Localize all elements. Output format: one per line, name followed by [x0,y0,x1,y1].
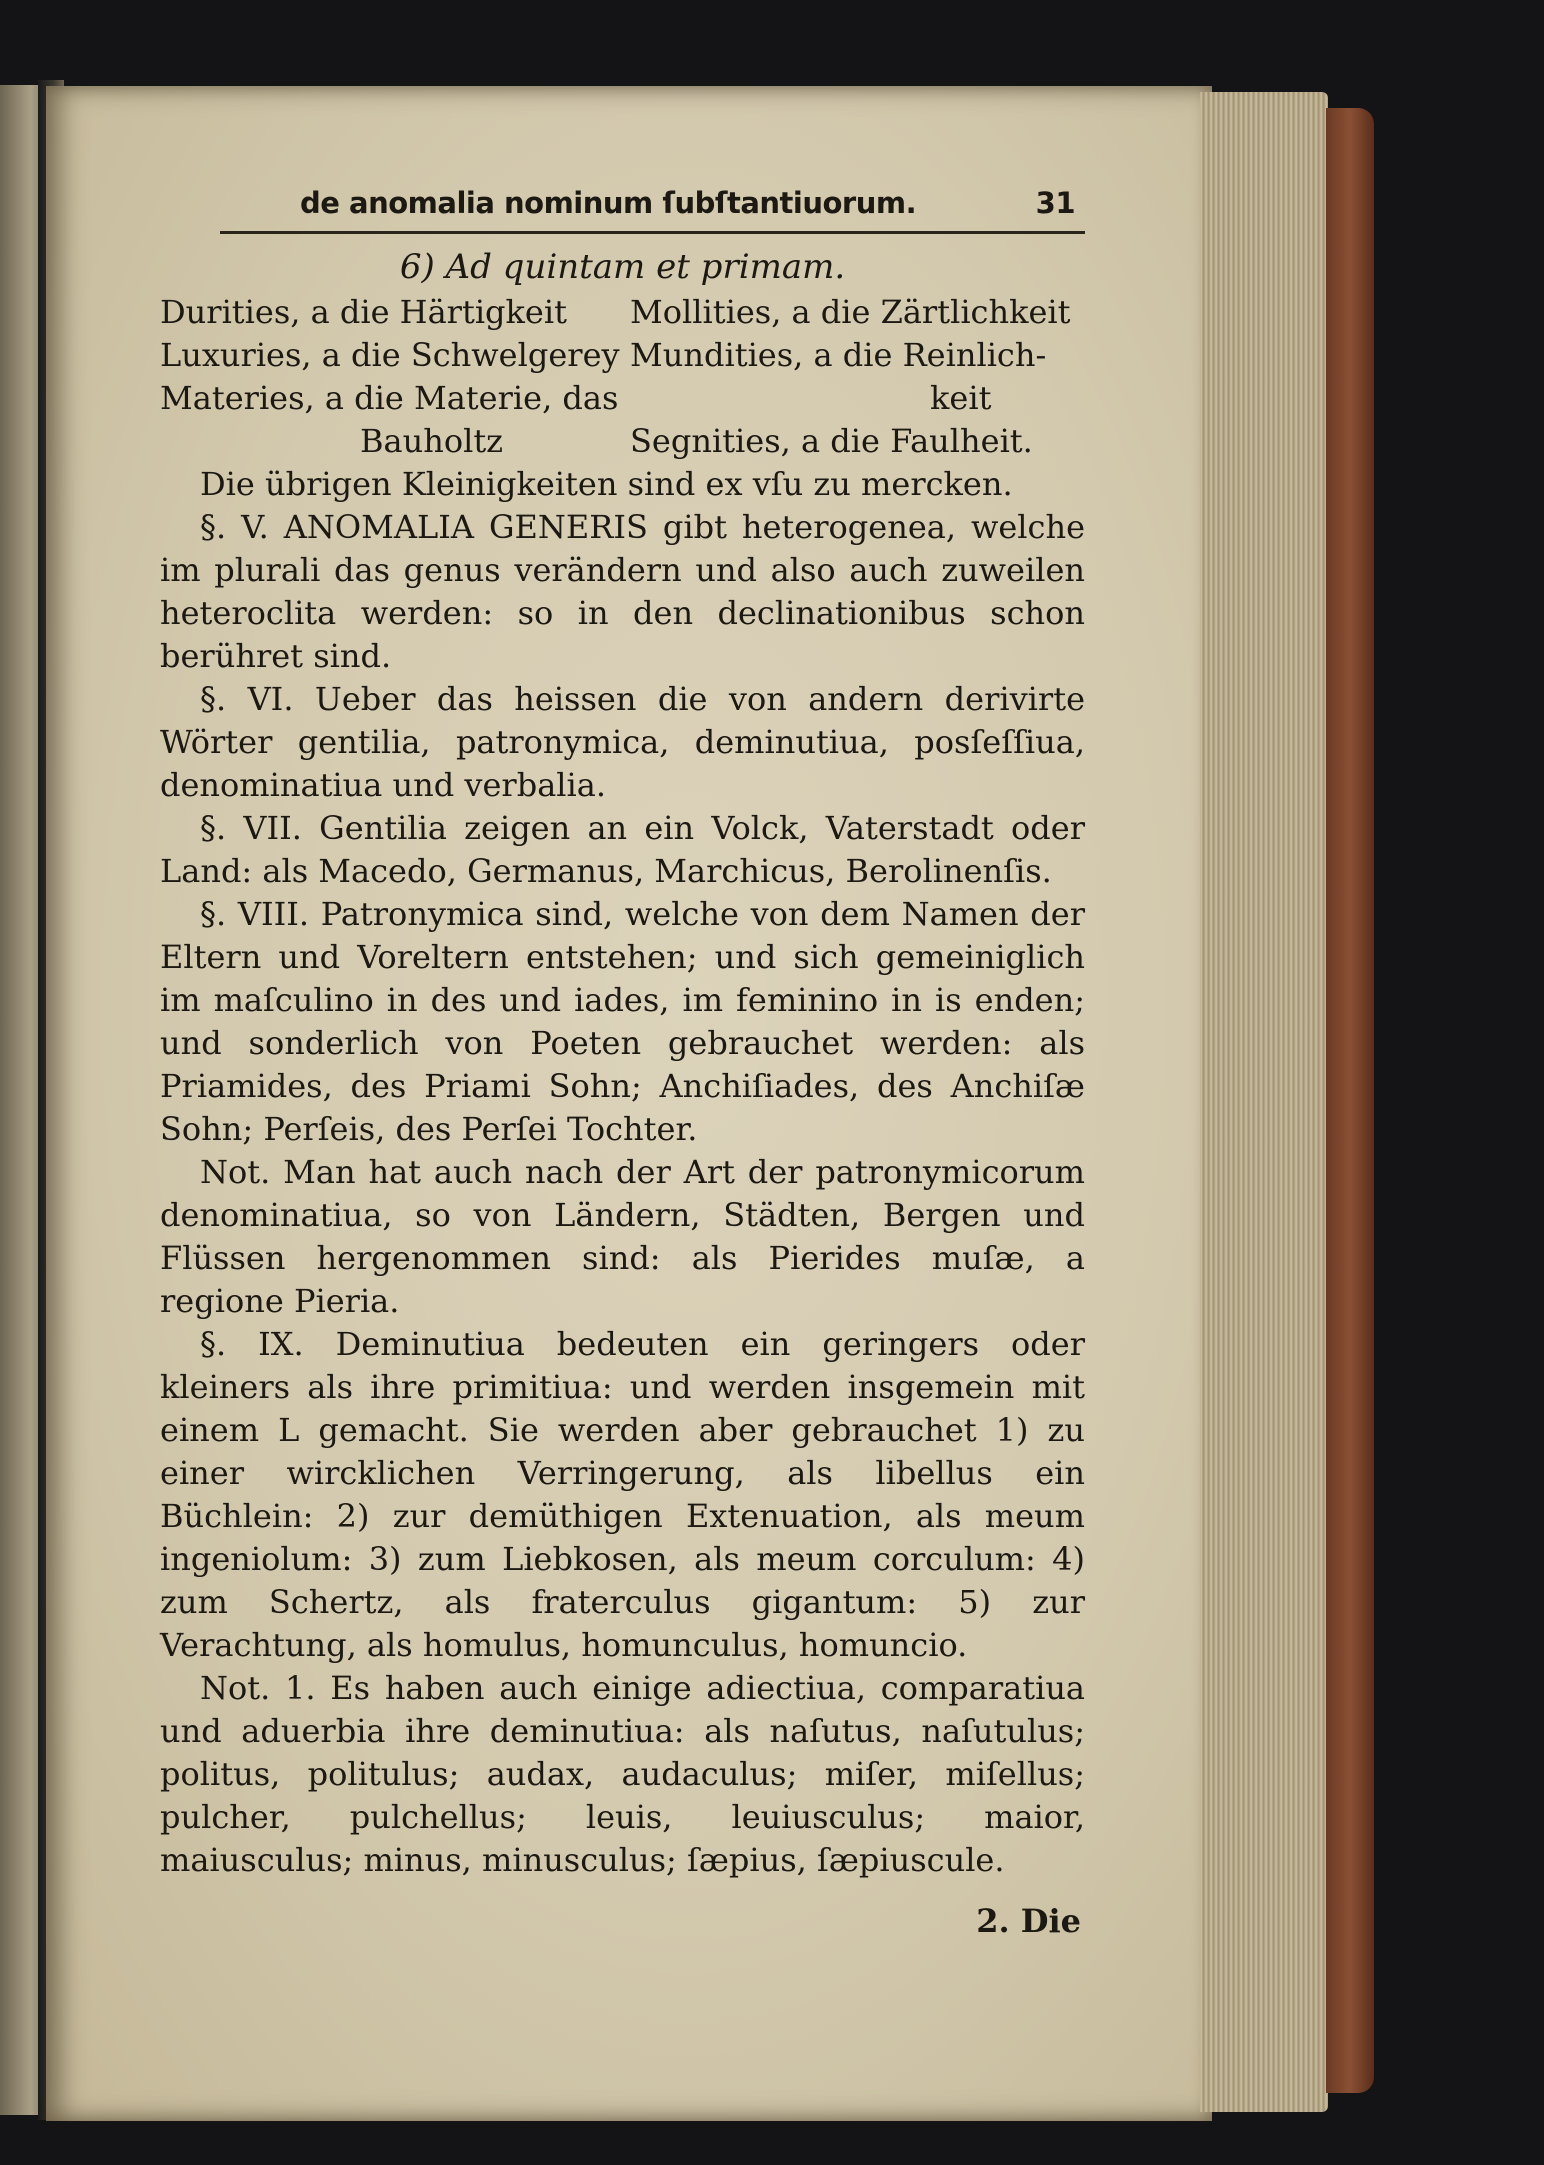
page-text [160,182,1085,1943]
word-cell: Bauholtz [360,422,504,460]
paragraph: §. VIII. Patronymica sind, welche von dem Namen der Eltern und Voreltern entstehen; und sich gemeiniglich im maſculino in des und iades, im feminino in is enden; und sonderlich von Poeten gebrauchet werden: als Priamides, des Priami Sohn; Anchiſiades, des Anchiſæ Sohn; Perſeis, des Perſei Tochter. [160,895,1085,1148]
running-header [160,182,1085,225]
paragraph: Die übrigen Kleinigkeiten sind ex vſu zu mercken. [200,465,1013,503]
word-cell: Materies, a die Materie, das [160,379,619,417]
word-cell: Mundities, a die Reinlich- [630,336,1047,374]
section-title: 6) Ad quintam et primam. [399,247,846,287]
page-number: 31 [1035,186,1075,220]
paragraph: Not. 1. Es haben auch einige adiectiua, comparatiua und aduerbia ihre deminutiua: als naſutus, naſutulus; politus, politulus; audax, audaculus; miſer, miſellus; pulcher, pulchellus; leuis, leuiusculus; maior, maiusculus; minus, minusculus; ſæpius, ſæpiuscule. [160,1669,1085,1879]
paragraph: §. VII. Gentilia zeigen an ein Volck, Vaterstadt oder Land: als Macedo, Germanus, Marchicus, Berolinenſis. [160,809,1085,890]
paragraph: §. IX. Deminutiua bedeuten ein geringers oder kleiners als ihre primitiua: und werden insgemein mit einem L gemacht. Sie werden aber gebrauchet 1) zu einer wircklichen Verringerung, als libellus ein Büchlein: 2) zur demüthigen Extenuation, als meum ingeniolum: 3) zum Liebkosen, als meum corculum: 4) zum Schertz, als fraterculus gigantum: 5) zur Verachtung, als homulus, homunculus, homuncio. [160,1325,1085,1664]
paragraph: §. VI. Ueber das heissen die von andern derivirte Wörter gentilia, patronymica, deminutiua, posſeſſiua, denominatiua und verbalia. [160,680,1085,804]
catchword: 2. Die [976,1902,1081,1940]
word-cell: Segnities, a die Faulheit. [630,422,1033,460]
header-rule [220,231,1085,234]
word-cell: Durities, a die Härtigkeit [160,293,567,331]
word-list [160,291,1085,463]
word-cell: Luxuries, a die Schwelgerey [160,336,620,374]
paragraph: Not. Man hat auch nach der Art der patronymicorum denominatiua, so von Ländern, Städten, Bergen und Flüssen hergenommen sind: als Pierides muſæ, a regione Pieria. [160,1153,1085,1320]
word-cell: keit [930,379,992,417]
page-edges [1200,92,1328,2112]
word-cell: Mollities, a die Zärtlichkeit [630,293,1071,331]
book-cover-edge [1326,108,1374,2093]
paragraph: §. V. ANOMALIA GENERIS gibt heterogenea, welche im plurali das genus verändern und also auch zuweilen heteroclita werden: so in den declinationibus schon berühret sind. [160,508,1085,675]
running-head: de anomalia nominum ſubſtantiuorum. [300,186,917,220]
